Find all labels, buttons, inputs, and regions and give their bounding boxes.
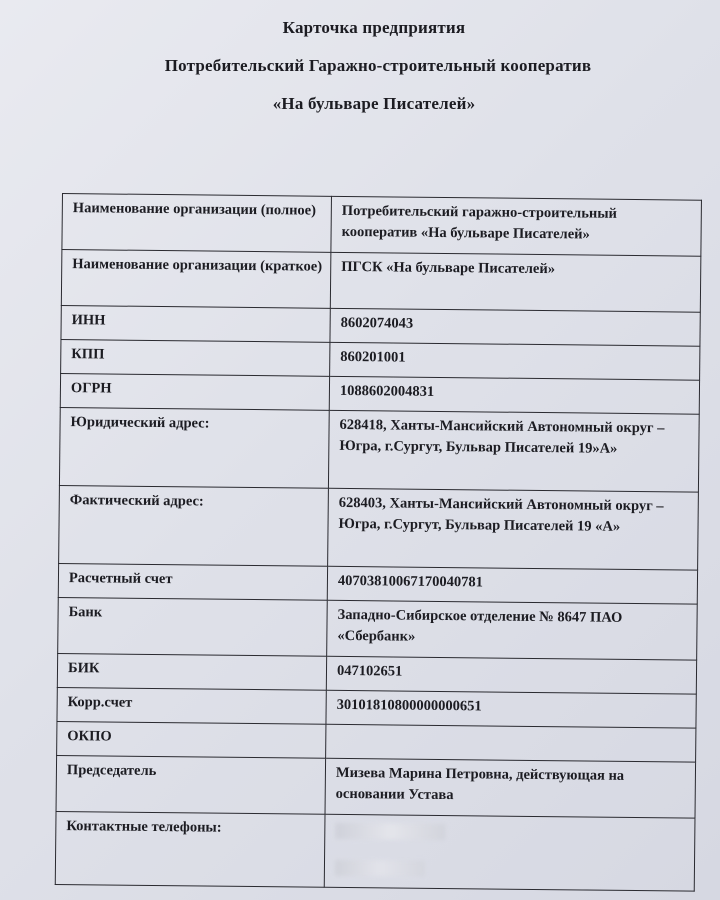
row-value [326, 724, 696, 762]
row-value: 860201001 [330, 342, 700, 380]
row-value: 628403, Ханты-Мансийский Автономный округ –Югра, г.Сургут, Бульвар Писателей 19 «А» [328, 488, 699, 570]
table-row [56, 755, 696, 818]
organization-type: Потребительский Гаражно-строительный кооператив [164, 56, 592, 75]
redacted-phone [335, 860, 425, 877]
row-label: ОКПО [57, 721, 326, 758]
document-title: Карточка предприятия [282, 18, 466, 37]
row-value: Мизева Марина Петровна, действующая на основании Устава [325, 758, 696, 818]
row-label: Наименование организации (полное) [62, 194, 332, 253]
row-label: ИНН [61, 305, 330, 342]
row-value: Западно-Сибирское отделение № 8647 ПАО «Сбербанк» [327, 600, 698, 660]
table-row [58, 597, 698, 660]
company-details-table [55, 193, 702, 892]
row-value: Потребительский гаражно-строительный кооператив «На бульваре Писателей» [331, 196, 702, 256]
row-value: 40703810067170040781 [327, 566, 697, 604]
row-label: Председатель [56, 755, 326, 814]
redacted-phone-cell [324, 814, 695, 891]
row-label: КПП [61, 339, 330, 376]
row-value: 1088602004831 [329, 376, 699, 414]
row-value: 628418, Ханты-Мансийский Автономный округ –Югра, г.Сургут, Бульвар Писателей 19»А» [328, 410, 699, 492]
row-label: Корр.счет [57, 687, 326, 724]
table-row [61, 250, 701, 313]
row-value: ПГСК «На бульваре Писателей» [330, 252, 701, 312]
table-row [55, 811, 695, 891]
row-value: 30101810800000000651 [326, 690, 696, 728]
row-label: Наименование организации (краткое) [61, 250, 331, 309]
row-label: Контактные телефоны: [55, 811, 325, 887]
redacted-phone [335, 823, 445, 840]
organization-name: «На бульваре Писателей» [272, 94, 476, 113]
table-row [59, 407, 699, 492]
row-value: 8602074043 [330, 308, 700, 346]
row-value: 047102651 [326, 656, 696, 694]
table-row [59, 485, 699, 570]
row-label: Юридический адрес: [59, 407, 329, 488]
row-label: ОГРН [60, 373, 329, 410]
row-label: Фактический адрес: [59, 485, 329, 566]
row-label: Расчетный счет [58, 563, 327, 600]
row-label: Банк [58, 597, 328, 656]
table-row [62, 194, 702, 257]
row-label: БИК [57, 653, 326, 690]
